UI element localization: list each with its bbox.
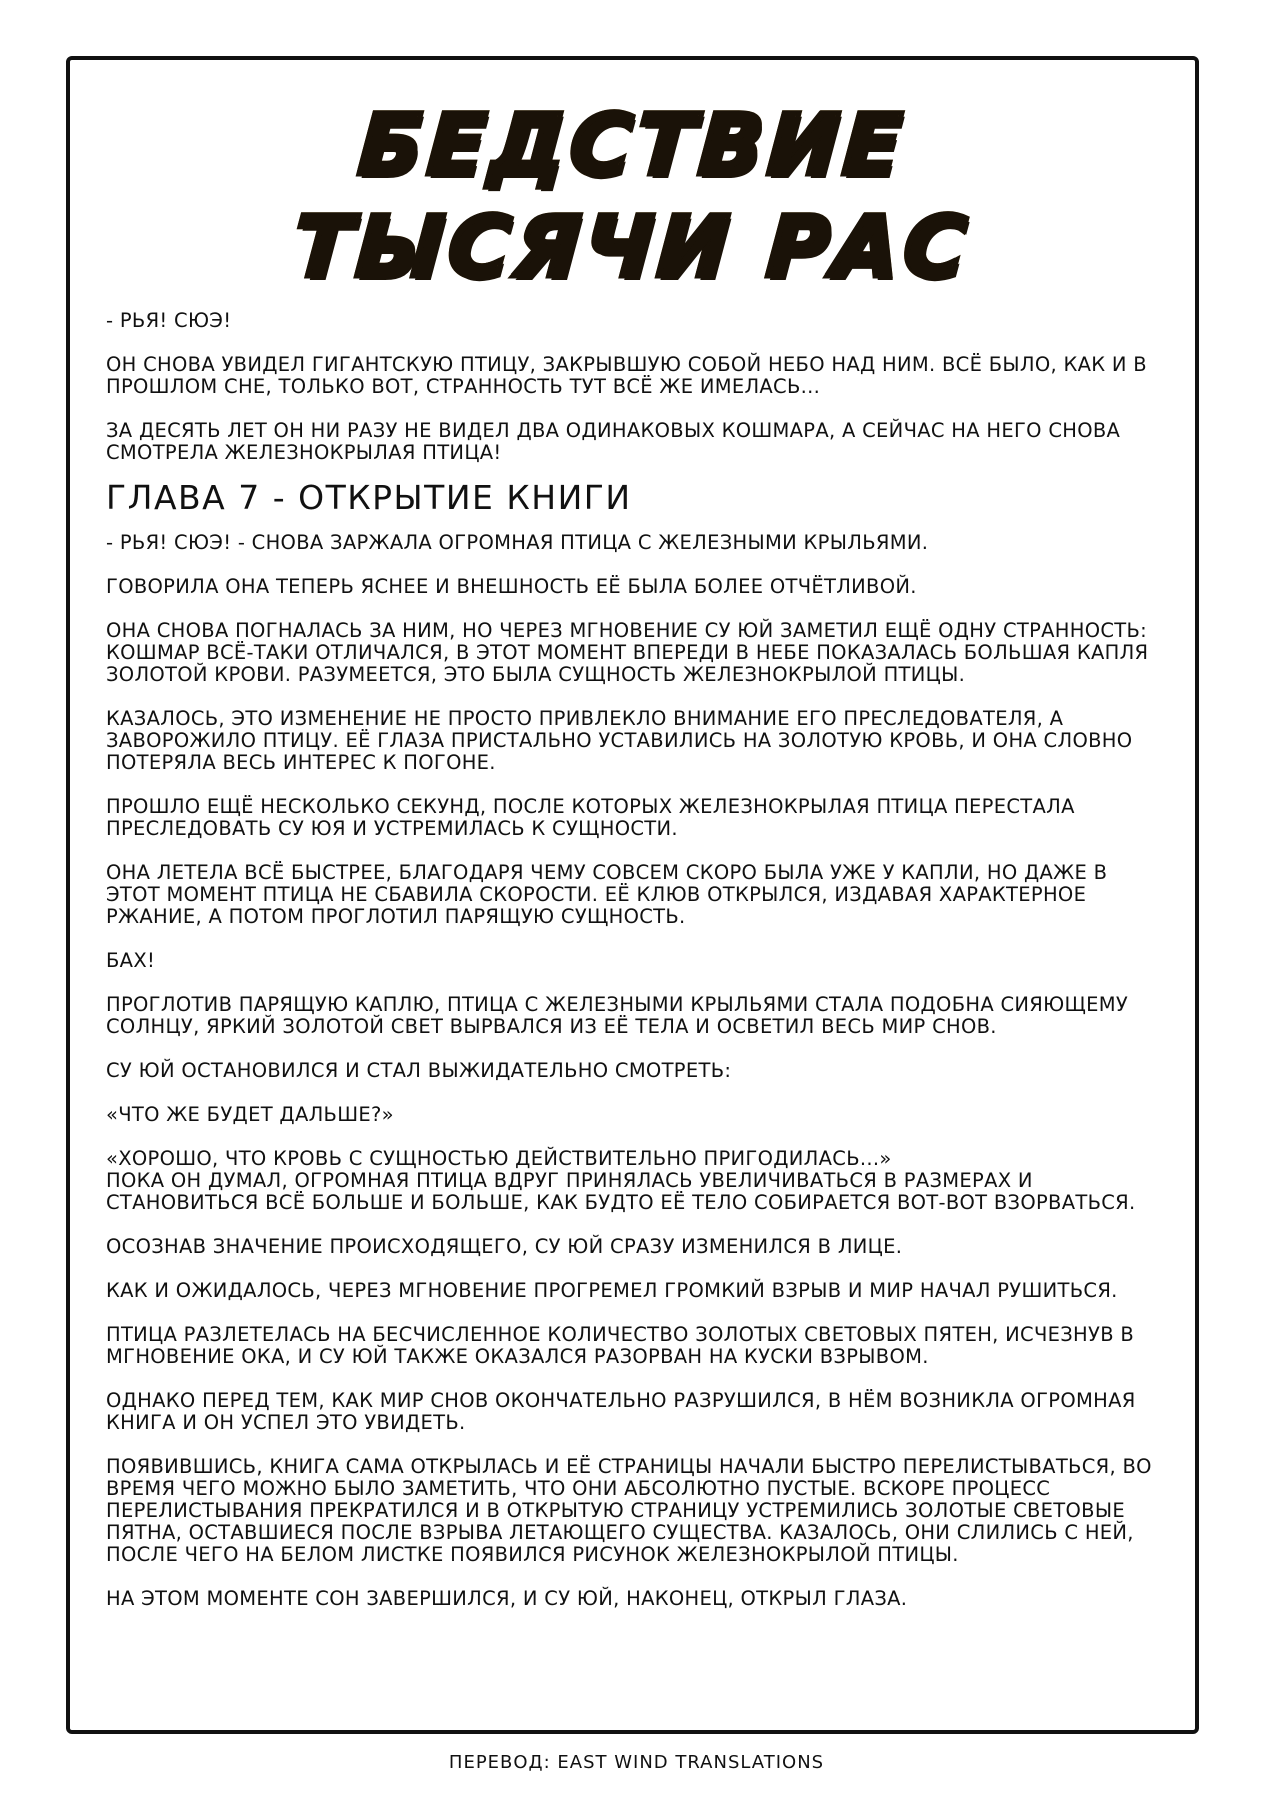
paragraph: ЗА ДЕСЯТЬ ЛЕТ ОН НИ РАЗУ НЕ ВИДЕЛ ДВА ОДИНАКОВЫХ КОШМАРА, А СЕЙЧАС НА НЕГО СНОВА СМОТРЕЛА ЖЕЛЕЗНОКРЫЛАЯ ПТИЦА! [106,419,1121,464]
paragraph: ОН СНОВА УВИДЕЛ ГИГАНТСКУЮ ПТИЦУ, ЗАКРЫВШУЮ СОБОЙ НЕБО НАД НИМ. ВСЁ БЫЛО, КАК И В ПРОШЛОМ СНЕ, ТОЛЬКО ВОТ, СТРАННОСТЬ ТУТ ВСЁ ЖЕ ИМЕЛАСЬ... [106,353,1147,398]
paragraph: ПРОГЛОТИВ ПАРЯЩУЮ КАПЛЮ, ПТИЦА С ЖЕЛЕЗНЫМИ КРЫЛЬЯМИ СТАЛА ПОДОБНА СИЯЮЩЕМУ СОЛНЦУ, ЯРКИЙ ЗОЛОТОЙ СВЕТ ВЫРВАЛСЯ ИЗ ЕЁ ТЕЛА И ОСВЕТИЛ ВЕСЬ МИР СНОВ. [106,993,1129,1038]
paragraph: СУ ЮЙ ОСТАНОВИЛСЯ И СТАЛ ВЫЖИДАТЕЛЬНО СМОТРЕТЬ: [106,1059,732,1082]
paragraph: БАХ! [106,949,156,972]
paragraph: ПОЯВИВШИСЬ, КНИГА САМА ОТКРЫЛАСЬ И ЕЁ СТРАНИЦЫ НАЧАЛИ БЫСТРО ПЕРЕЛИСТЫВАТЬСЯ, ВО ВРЕМЯ ЧЕГО МОЖНО БЫЛО ЗАМЕТИТЬ, ЧТО ОНИ АБСОЛЮТНО ПУСТЫЕ. ВСКОРЕ ПРОЦЕСС ПЕРЕЛИСТЫВАНИЯ ПРЕКРАТИЛСЯ И В ОТКРЫТУЮ СТРАНИЦУ УСТРЕМИЛИСЬ ЗОЛОТЫЕ СВЕТОВЫЕ ПЯТНА, ОСТАВШИЕСЯ ПОСЛЕ ВЗРЫВА ЛЕТАЮЩЕГО СУЩЕСТВА. КАЗАЛОСЬ, ОНИ СЛИЛИСЬ С НЕЙ, ПОСЛЕ ЧЕГО НА БЕЛОМ ЛИСТКЕ ПОЯВИЛСЯ РИСУНОК ЖЕЛЕЗНОКРЫЛОЙ ПТИЦЫ. [106,1455,1152,1566]
paragraph: ПОКА ОН ДУМАЛ, ОГРОМНАЯ ПТИЦА ВДРУГ ПРИНЯЛАСЬ УВЕЛИЧИВАТЬСЯ В РАЗМЕРАХ И СТАНОВИТЬСЯ ВСЁ БОЛЬШЕ И БОЛЬШЕ, КАК БУДТО ЕЁ ТЕЛО СОБИРАЕТСЯ ВОТ-ВОТ ВЗОРВАТЬСЯ. [106,1169,1136,1214]
chapter-heading: ГЛАВА 7 - ОТКРЫТИЕ КНИГИ [106,478,632,517]
paragraph: «ЧТО ЖЕ БУДЕТ ДАЛЬШЕ?» [106,1103,394,1126]
title-line-1: БЕДСТВИЕ [355,96,910,194]
paragraph: - РЬЯ! СЮЭ! - СНОВА ЗАРЖАЛА ОГРОМНАЯ ПТИЦА С ЖЕЛЕЗНЫМИ КРЫЛЬЯМИ. [106,531,929,554]
thought-line: «ХОРОШО, ЧТО КРОВЬ С СУЩНОСТЬЮ ДЕЙСТВИТЕЛЬНО ПРИГОДИЛАСЬ...» [106,1147,892,1170]
translator-credit: ПЕРЕВОД: EAST WIND TRANSLATIONS [448,1752,825,1773]
paragraph: НА ЭТОМ МОМЕНТЕ СОН ЗАВЕРШИЛСЯ, И СУ ЮЙ, НАКОНЕЦ, ОТКРЫЛ ГЛАЗА. [106,1587,908,1610]
paragraph: ОНА ЛЕТЕЛА ВСЁ БЫСТРЕЕ, БЛАГОДАРЯ ЧЕМУ СОВСЕМ СКОРО БЫЛА УЖЕ У КАПЛИ, НО ДАЖЕ В ЭТОТ МОМЕНТ ПТИЦА НЕ СБАВИЛА СКОРОСТИ. ЕЁ КЛЮВ ОТКРЫЛСЯ, ИЗДАВАЯ ХАРАКТЕРНОЕ РЖАНИЕ, А ПОТОМ ПРОГЛОТИЛ ПАРЯЩУЮ СУЩНОСТЬ. [106,861,1108,928]
chapter-text [106,310,1159,1610]
paragraph: - РЬЯ! СЮЭ! [106,309,232,332]
paragraph: КАЗАЛОСЬ, ЭТО ИЗМЕНЕНИЕ НЕ ПРОСТО ПРИВЛЕКЛО ВНИМАНИЕ ЕГО ПРЕСЛЕДОВАТЕЛЯ, А ЗАВОРОЖИЛО ПТИЦУ. ЕЁ ГЛАЗА ПРИСТАЛЬНО УСТАВИЛИСЬ НА ЗОЛОТУЮ КРОВЬ, И ОНА СЛОВНО ПОТЕРЯЛА ВЕСЬ ИНТЕРЕС К ПОГОНЕ. [106,707,1133,774]
paragraph: ПРОШЛО ЕЩЁ НЕСКОЛЬКО СЕКУНД, ПОСЛЕ КОТОРЫХ ЖЕЛЕЗНОКРЫЛАЯ ПТИЦА ПЕРЕСТАЛА ПРЕСЛЕДОВАТЬ СУ ЮЯ И УСТРЕМИЛАСЬ К СУЩНОСТИ. [106,795,1075,840]
paragraph: ПТИЦА РАЗЛЕТЕЛАСЬ НА БЕСЧИСЛЕННОЕ КОЛИЧЕСТВО ЗОЛОТЫХ СВЕТОВЫХ ПЯТЕН, ИСЧЕЗНУВ В МГНОВЕНИЕ ОКА, И СУ ЮЙ ТАКЖЕ ОКАЗАЛСЯ РАЗОРВАН НА КУСКИ ВЗРЫВОМ. [106,1323,1135,1368]
paragraph: ОДНАКО ПЕРЕД ТЕМ, КАК МИР СНОВ ОКОНЧАТЕЛЬНО РАЗРУШИЛСЯ, В НЁМ ВОЗНИКЛА ОГРОМНАЯ КНИГА И ОН УСПЕЛ ЭТО УВИДЕТЬ. [106,1389,1136,1434]
paragraph: ОНА СНОВА ПОГНАЛАСЬ ЗА НИМ, НО ЧЕРЕЗ МГНОВЕНИЕ СУ ЮЙ ЗАМЕТИЛ ЕЩЁ ОДНУ СТРАННОСТЬ: КОШМАР ВСЁ-ТАКИ ОТЛИЧАЛСЯ, В ЭТОТ МОМЕНТ ВПЕРЕДИ В НЕБЕ ПОКАЗАЛАСЬ БОЛЬШАЯ КАПЛЯ ЗОЛОТОЙ КРОВИ. РАЗУМЕЕТСЯ, ЭТО БЫЛА СУЩНОСТЬ ЖЕЛЕЗНОКРЫЛОЙ ПТИЦЫ. [106,619,1149,686]
page-frame [66,56,1199,1734]
title-line-2: ТЫСЯЧИ РАС [290,198,975,296]
paragraph: ГОВОРИЛА ОНА ТЕПЕРЬ ЯСНЕЕ И ВНЕШНОСТЬ ЕЁ БЫЛА БОЛЕЕ ОТЧЁТЛИВОЙ. [106,575,917,598]
paragraph: КАК И ОЖИДАЛОСЬ, ЧЕРЕЗ МГНОВЕНИЕ ПРОГРЕМЕЛ ГРОМКИЙ ВЗРЫВ И МИР НАЧАЛ РУШИТЬСЯ. [106,1279,1118,1302]
title-logo [70,94,1195,326]
paragraph: ОСОЗНАВ ЗНАЧЕНИЕ ПРОИСХОДЯЩЕГО, СУ ЮЙ СРАЗУ ИЗМЕНИЛСЯ В ЛИЦЕ. [106,1235,903,1258]
